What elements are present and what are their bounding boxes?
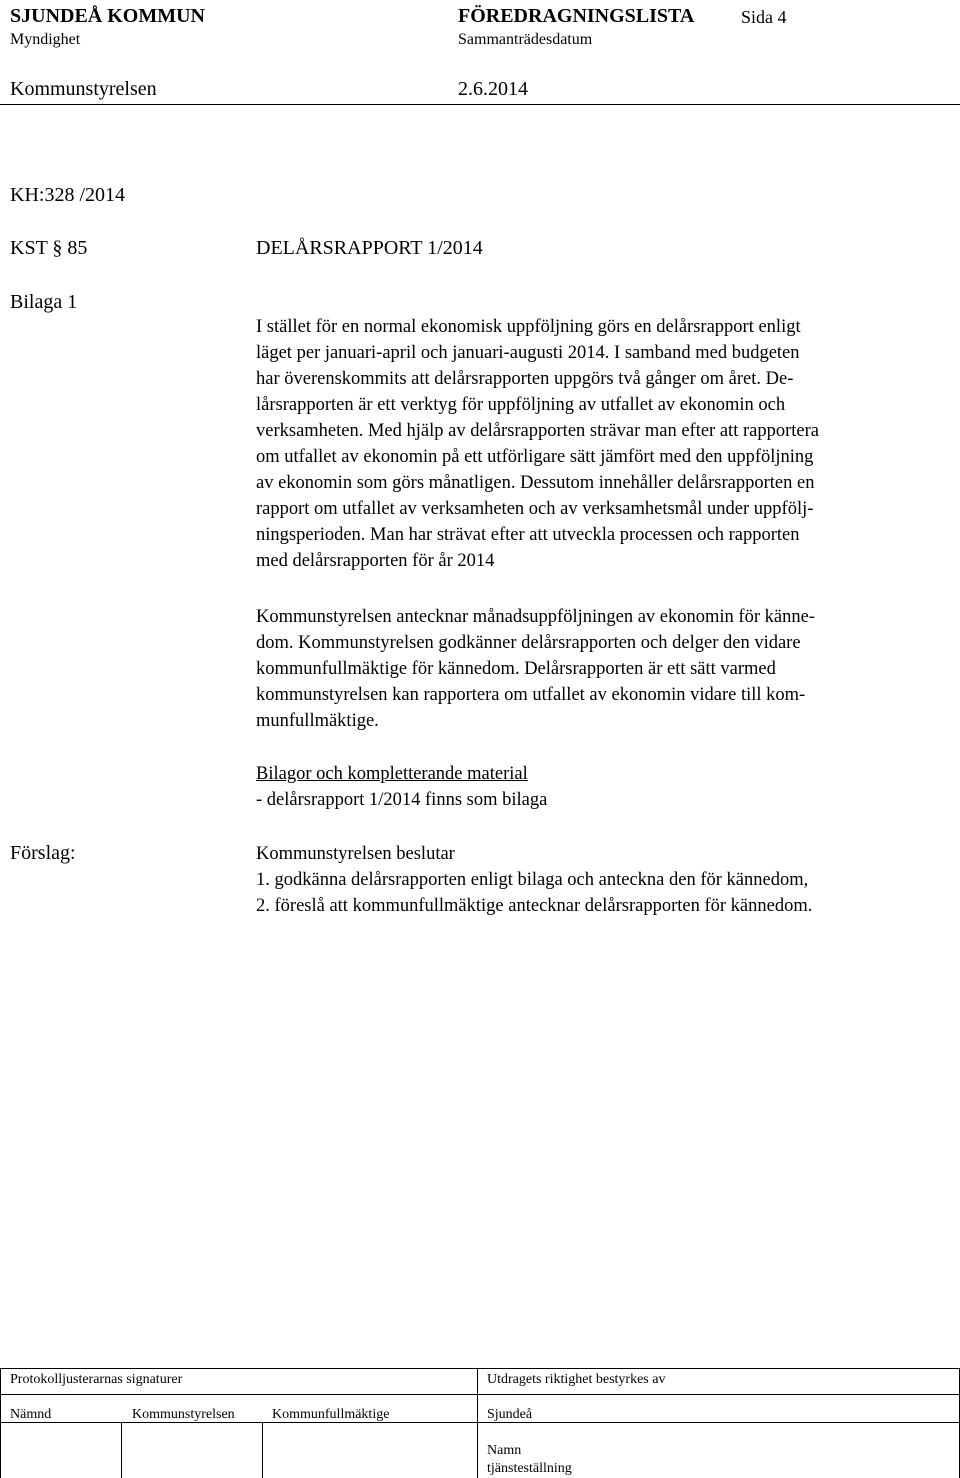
column-kommunfullmaktige: Kommunfullmäktige: [272, 1407, 390, 1422]
paragraph-line: I stället för en normal ekonomisk uppföljning görs en delårsrapport enligt: [256, 317, 801, 337]
proposal-label: Förslag:: [10, 842, 76, 864]
org-label: Myndighet: [10, 31, 81, 48]
kst-number: KST § 85: [10, 237, 88, 259]
date-label: Sammanträdesdatum: [458, 31, 593, 48]
case-ref: KH:328 /2014: [10, 184, 125, 206]
paragraph-line: har överenskommits att delårsrapporten uppgörs två gånger om året. De-: [256, 369, 794, 389]
paragraph-line: kommunfullmäktige för kännedom. Delårsrapporten är ett sätt varmed: [256, 659, 776, 679]
attachments-heading: Bilagor och kompletterande material: [256, 764, 528, 784]
case-title: DELÅRSRAPPORT 1/2014: [256, 237, 483, 259]
authority: Kommunstyrelsen: [10, 78, 157, 100]
attachment-label: Bilaga 1: [10, 291, 78, 313]
name-label: Namn: [487, 1443, 522, 1458]
footer-divider: [262, 1422, 263, 1478]
paragraph-line: med delårsrapporten för år 2014: [256, 551, 495, 571]
paragraph-2: [256, 604, 956, 734]
paragraph-line: verksamheten. Med hjälp av delårsrapporten strävar man efter att rapportera: [256, 421, 819, 441]
position-label: tjänsteställning: [487, 1461, 572, 1476]
proposal-line: 2. föreslå att kommunfullmäktige antecknar delårsrapporten för kännedom.: [256, 896, 813, 916]
org-name: SJUNDEÅ KOMMUN: [10, 5, 205, 27]
paragraph-line: av ekonomin som görs månatligen. Dessutom innehåller delårsrapporten en: [256, 473, 815, 493]
attachments-section: [256, 761, 956, 813]
header-divider: [0, 104, 960, 105]
paragraph-line: munfullmäktige.: [256, 711, 379, 731]
footer-divider: [477, 1368, 478, 1478]
footer-top-rule: [0, 1368, 960, 1369]
paragraph-line: läget per januari-april och januari-augusti 2014. I samband med budgeten: [256, 343, 800, 363]
paragraph-line: rapport om utfallet av verksamheten och av verksamhetsmål under uppfölj-: [256, 499, 814, 519]
column-kommunstyrelsen: Kommunstyrelsen: [132, 1407, 235, 1422]
place: Sjundeå: [487, 1407, 533, 1422]
paragraph-line: dom. Kommunstyrelsen godkänner delårsrapporten och delger den vidare: [256, 633, 801, 653]
paragraph-line: kommunstyrelsen kan rapportera om utfallet av ekonomin vidare till kom-: [256, 685, 806, 705]
meeting-date: 2.6.2014: [458, 78, 528, 100]
paragraph-line: lårsrapporten är ett verktyg för uppföljning av utfallet av ekonomin och: [256, 395, 786, 415]
paragraph-line: Kommunstyrelsen antecknar månadsuppföljningen av ekonomin för känne-: [256, 607, 815, 627]
footer-border: [0, 1368, 1, 1478]
column-namnd: Nämnd: [10, 1407, 52, 1422]
document-title: FÖREDRAGNINGSLISTA: [458, 5, 695, 27]
paragraph-line: ningsperioden. Man har strävat efter att utveckla processen och rapporten: [256, 525, 800, 545]
paragraph-line: om utfallet av ekonomin på ett utförligare sätt jämfört med den uppföljning: [256, 447, 814, 467]
footer-divider: [121, 1422, 122, 1478]
proposal-line: 1. godkänna delårsrapporten enligt bilaga och anteckna den för kännedom,: [256, 870, 809, 890]
paragraph-1: [256, 314, 956, 574]
proposal-text: [256, 841, 956, 919]
footer-rule: [0, 1394, 960, 1395]
proposal-line: Kommunstyrelsen beslutar: [256, 844, 455, 864]
page-number: Sida 4: [741, 7, 787, 27]
signatures-label: Protokolljusterarnas signaturer: [10, 1372, 183, 1387]
attachments-item: - delårsrapport 1/2014 finns som bilaga: [256, 790, 548, 810]
certify-label: Utdragets riktighet bestyrkes av: [487, 1372, 666, 1387]
